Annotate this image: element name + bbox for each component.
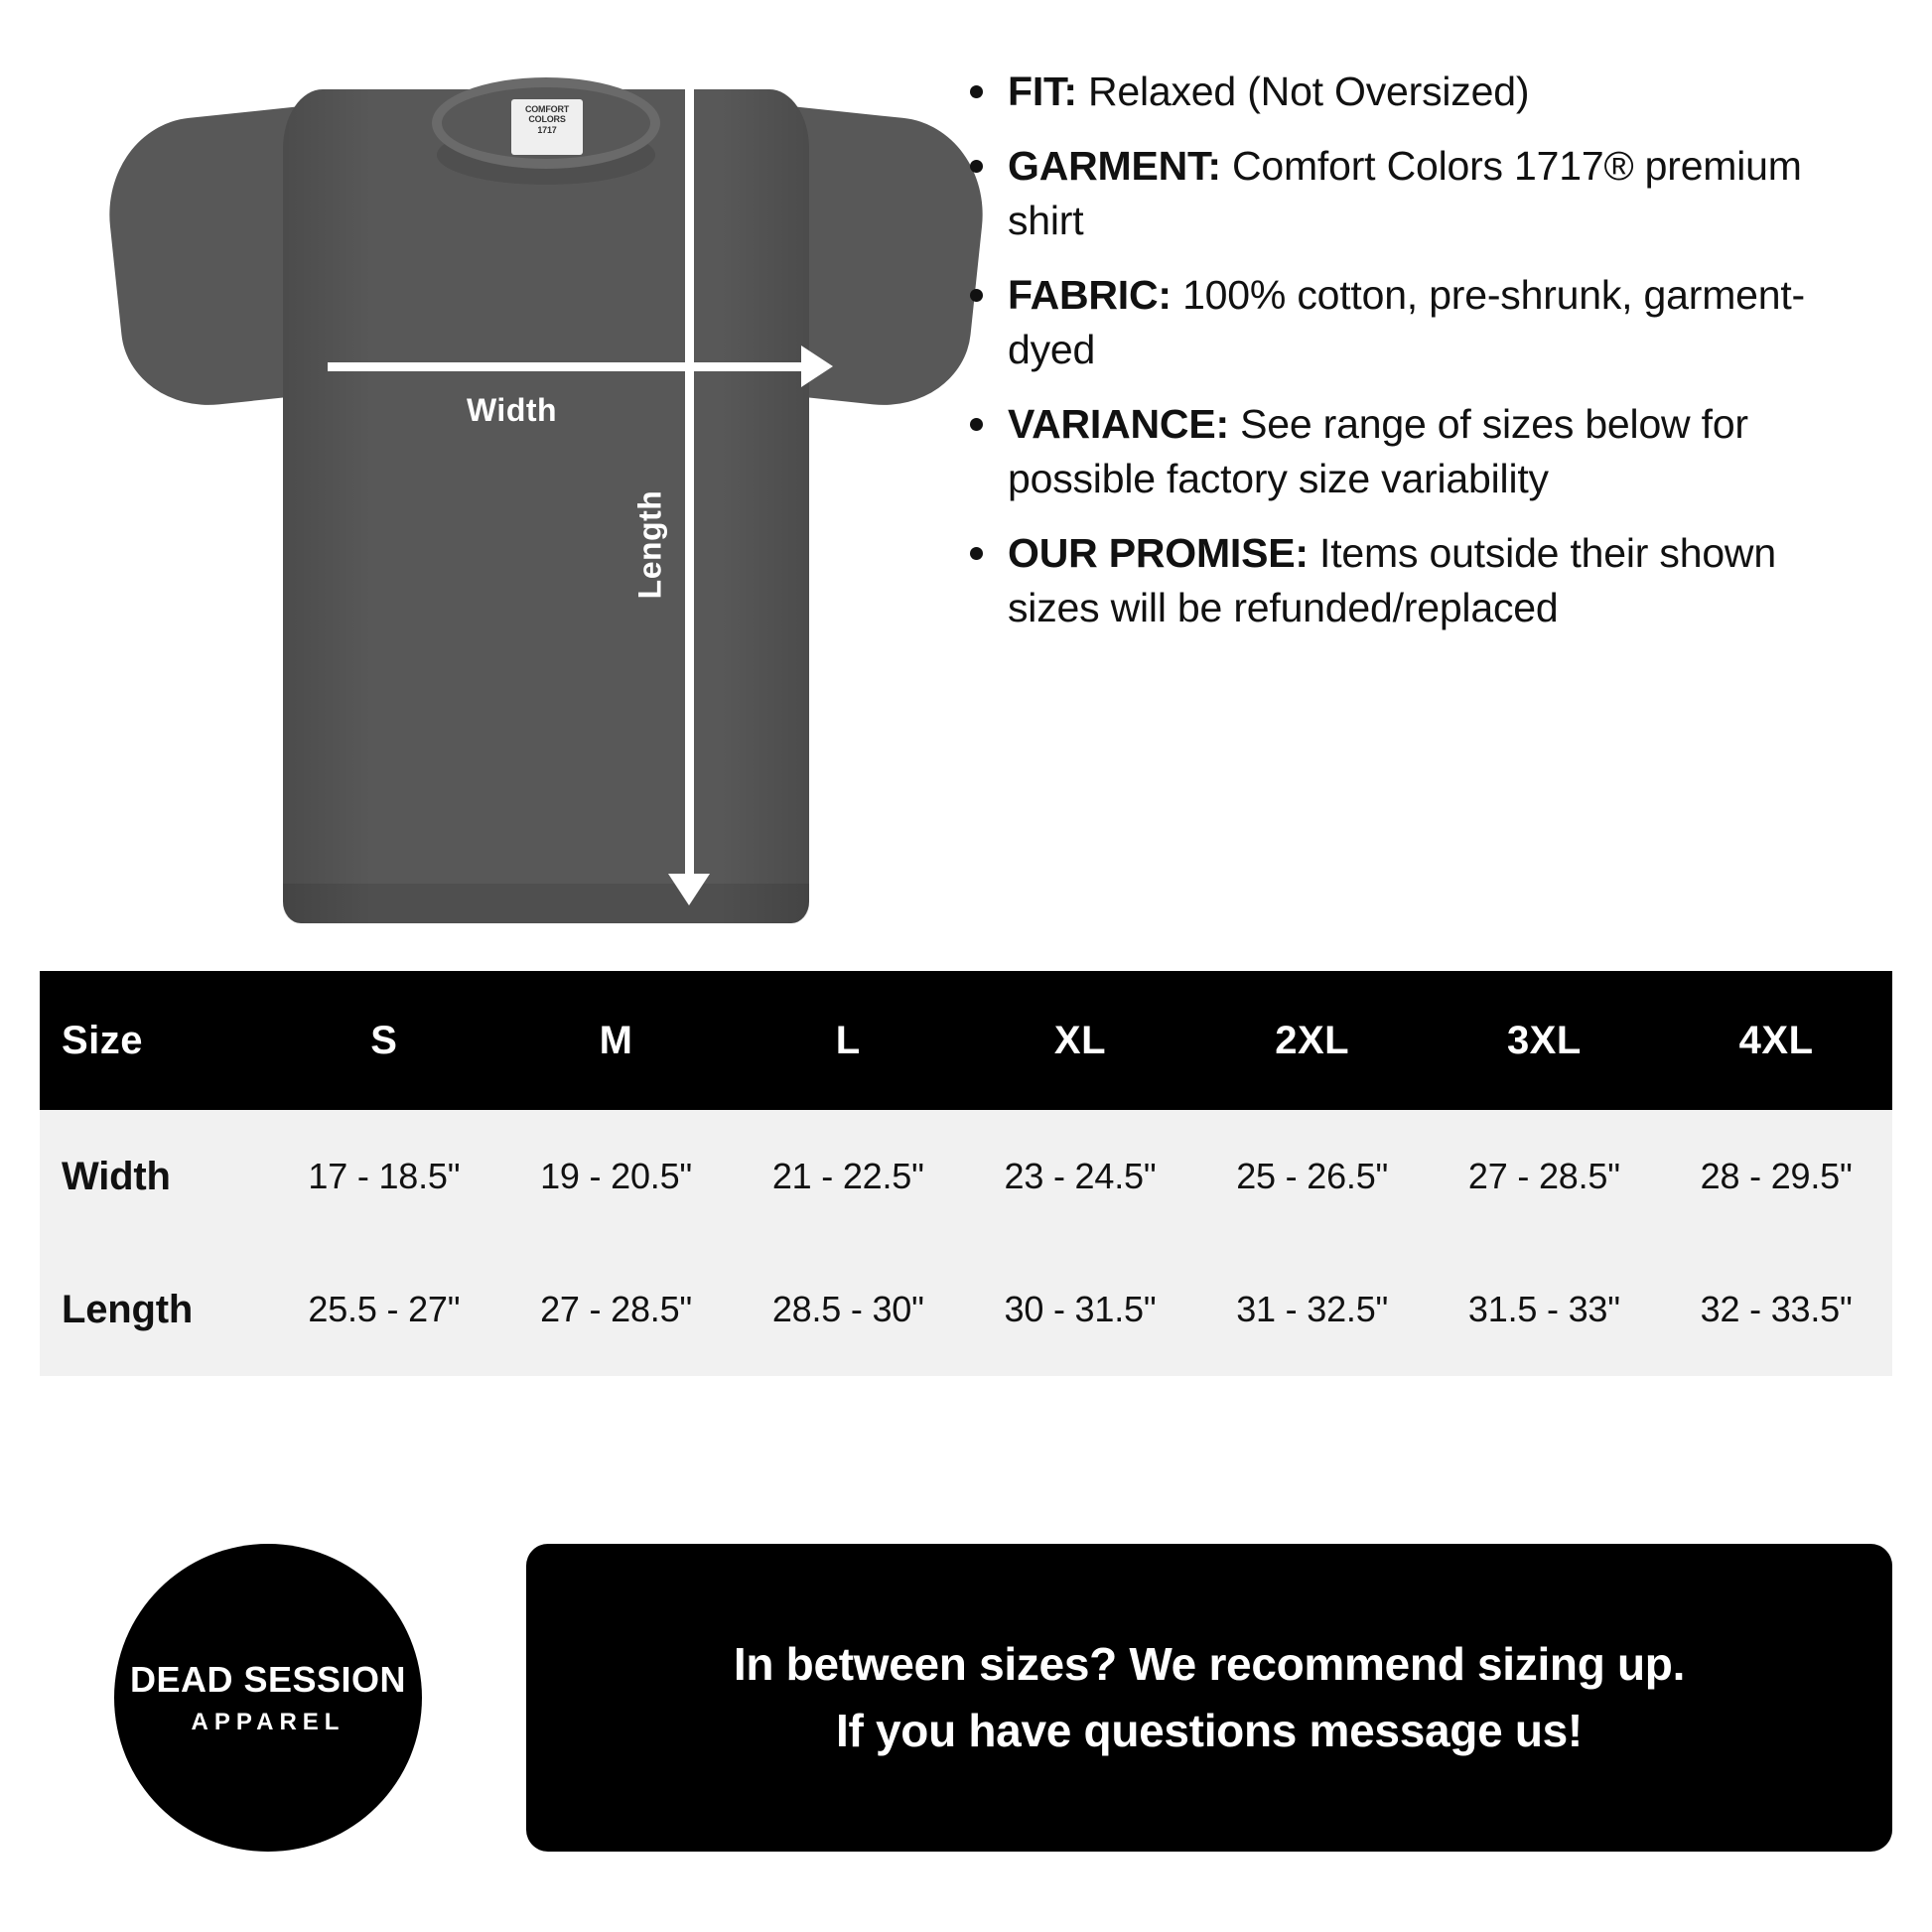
table-row (40, 1110, 1892, 1243)
tshirt-illustration (79, 40, 953, 923)
cell-width-l: 21 - 22.5" (732, 1110, 964, 1243)
cell-length-l: 28.5 - 30" (732, 1243, 964, 1376)
shirt-shadow-right (720, 89, 809, 923)
cell-length-3xl: 31.5 - 33" (1429, 1243, 1661, 1376)
list-item (958, 397, 1872, 506)
bullet-term: FABRIC: (1008, 271, 1172, 318)
bullet-list (958, 65, 1872, 634)
column-header-xl: XL (964, 971, 1196, 1110)
size-table (40, 971, 1892, 1376)
bullet-text: See range of sizes below for possible factory size variability (1008, 400, 1748, 501)
column-header-m: M (500, 971, 733, 1110)
column-header-size: Size (40, 971, 268, 1110)
cta-line1: In between sizes? We recommend sizing up. (733, 1638, 1686, 1691)
size-table-body (40, 1110, 1892, 1376)
cell-width-3xl: 27 - 28.5" (1429, 1110, 1661, 1243)
brand-logo-line2: APPAREL (191, 1709, 345, 1735)
brand-logo-line1: DEAD SESSION (129, 1659, 407, 1700)
shirt-shadow-left (283, 89, 372, 923)
bullet-text: Items outside their shown sizes will be refunded/replaced (1008, 529, 1776, 630)
column-header-4xl: 4XL (1660, 971, 1892, 1110)
column-header-2xl: 2XL (1196, 971, 1429, 1110)
cell-width-m: 19 - 20.5" (500, 1110, 733, 1243)
width-measure-label: Width (467, 392, 558, 428)
cta-line2: If you have questions message us! (836, 1705, 1583, 1756)
neck-label-line2: COLORS (528, 114, 566, 125)
length-measure-label: Length (631, 489, 668, 600)
list-item (958, 268, 1872, 377)
cell-width-xl: 23 - 24.5" (964, 1110, 1196, 1243)
cell-width-s: 17 - 18.5" (268, 1110, 500, 1243)
column-header-3xl: 3XL (1429, 971, 1661, 1110)
footer-section (40, 1509, 1892, 1886)
brand-logo (114, 1544, 422, 1852)
table-header-row (40, 971, 1892, 1110)
list-item (958, 139, 1872, 248)
row-label-length: Length (40, 1243, 268, 1376)
cell-length-m: 27 - 28.5" (500, 1243, 733, 1376)
bullet-text: Relaxed (Not Oversized) (1076, 69, 1530, 114)
size-table-wrapper (40, 971, 1892, 1376)
bullet-text: 100% cotton, pre-shrunk, garment-dyed (1008, 271, 1806, 372)
bullet-text: Comfort Colors 1717® premium shirt (1008, 142, 1802, 243)
column-header-s: S (268, 971, 500, 1110)
neck-label-line1: COMFORT (524, 104, 570, 114)
neck-label (511, 99, 583, 155)
column-header-l: L (732, 971, 964, 1110)
table-row (40, 1243, 1892, 1376)
cell-width-2xl: 25 - 26.5" (1196, 1110, 1429, 1243)
list-item (958, 526, 1872, 635)
bullet-term: GARMENT: (1008, 142, 1221, 189)
top-section (0, 0, 1932, 923)
list-item (958, 65, 1872, 119)
bullet-term: OUR PROMISE: (1008, 529, 1309, 576)
cell-length-2xl: 31 - 32.5" (1196, 1243, 1429, 1376)
cell-length-4xl: 32 - 33.5" (1660, 1243, 1892, 1376)
cell-length-s: 25.5 - 27" (268, 1243, 500, 1376)
product-details-list (913, 20, 1892, 923)
cell-length-xl: 30 - 31.5" (964, 1243, 1196, 1376)
size-table-head (40, 971, 1892, 1110)
shirt-diagram (40, 20, 913, 913)
row-label-width: Width (40, 1110, 268, 1243)
width-arrow-icon (801, 345, 833, 387)
length-measure-line (685, 50, 694, 889)
cell-width-4xl: 28 - 29.5" (1660, 1110, 1892, 1243)
bullet-term: FIT: (1008, 69, 1077, 114)
cta-banner (526, 1544, 1892, 1852)
neck-label-line3: 1717 (537, 124, 557, 135)
bullet-term: VARIANCE: (1008, 400, 1229, 447)
length-arrow-icon (668, 874, 710, 905)
width-measure-line (328, 362, 809, 371)
